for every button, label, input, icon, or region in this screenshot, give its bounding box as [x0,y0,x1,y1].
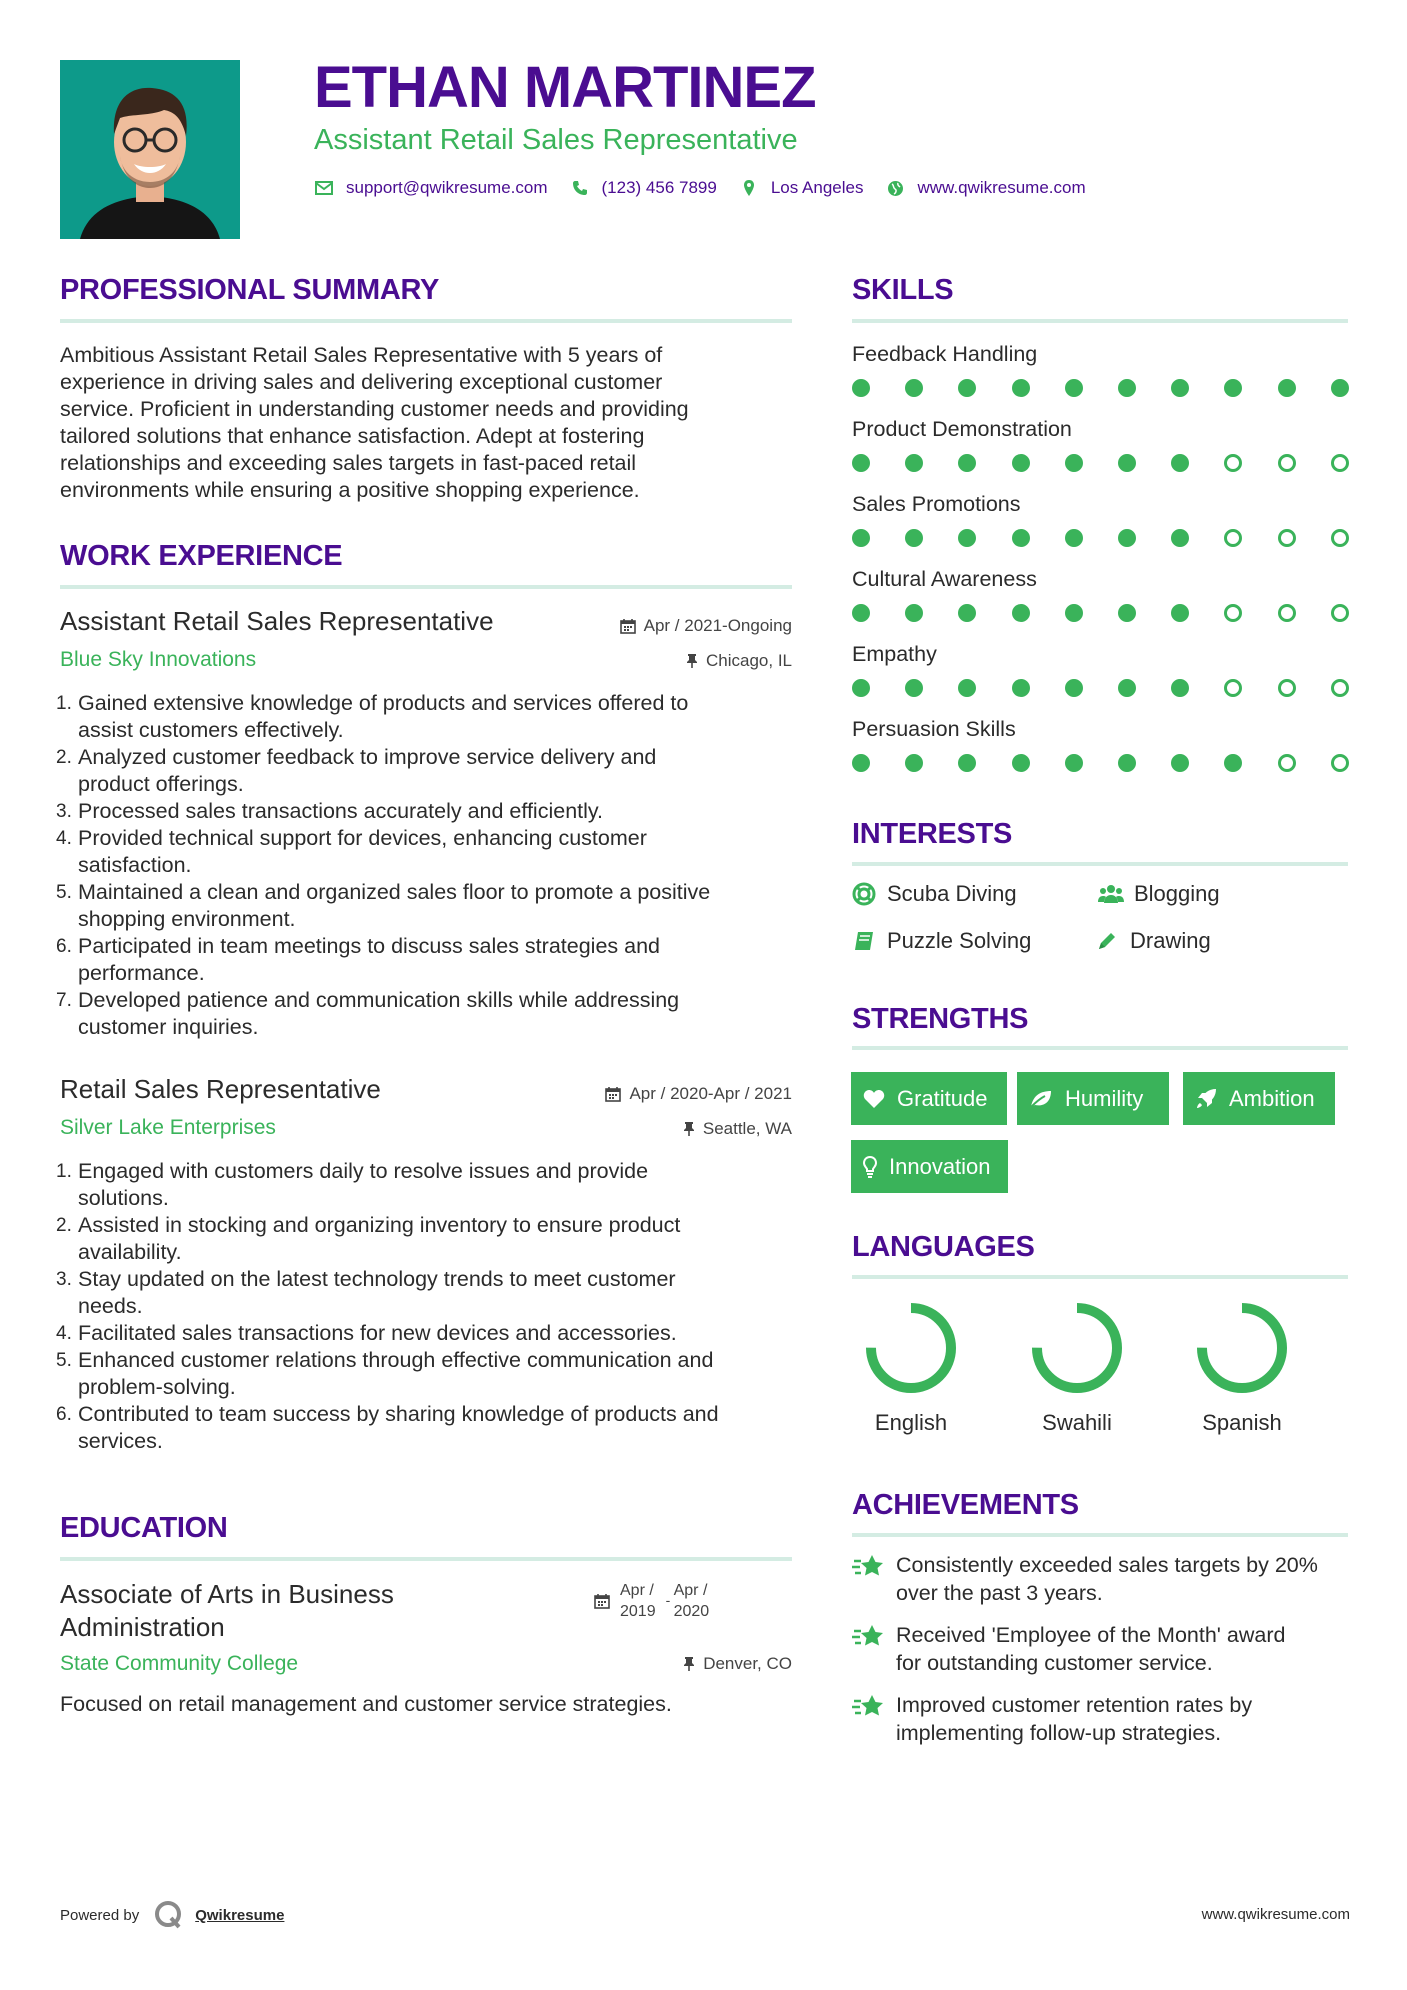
skill-rating [852,454,1348,474]
interest-item: Drawing [1094,928,1211,954]
skill-rating [852,529,1348,549]
list-item: Analyzed customer feedback to improve service delivery and product offerings. [78,745,657,796]
skill-dot-empty [1224,679,1242,697]
job-dates [560,1084,792,1104]
summary-line: experience in driving sales and delivering exceptional customer [60,370,663,394]
skill-dot-filled [958,754,976,772]
candidate-name: ETHAN MARTINEZ [314,55,816,120]
skill-name: Sales Promotions [852,492,1021,516]
language-ring [1194,1300,1290,1396]
skill-dot-filled [1012,529,1030,547]
heart-icon [863,1089,885,1109]
education-location: Denver, CO [560,1654,792,1674]
skill-dot-filled [1118,754,1136,772]
job-title: Assistant Retail Sales Representative [60,606,494,636]
profile-photo [60,60,240,239]
pencil-icon [1094,929,1120,953]
skill-dot-empty [1224,604,1242,622]
qwikresume-logo-icon [153,1900,183,1930]
skill-dot-empty [1331,604,1349,622]
skill-dot-filled [1012,454,1030,472]
job-location [560,1119,792,1139]
email-text: support@qwikresume.com [346,178,548,197]
skill-name: Feedback Handling [852,342,1038,366]
pushpin-icon [683,1656,695,1672]
skill-dot-filled [852,529,870,547]
language-item: Swahili [1012,1300,1142,1436]
skill-rating [852,679,1348,699]
skill-dot-filled [905,604,923,622]
section-title-achievements: ACHIEVEMENTS [852,1489,1079,1521]
phone-icon [570,178,590,198]
website-text: www.qwikresume.com [917,178,1086,197]
list-item: Participated in team meetings to discuss sales strategies and performance. [78,934,660,985]
job-location-text: Chicago, IL [706,651,792,670]
skill-dot-filled [1118,604,1136,622]
skill-dot-filled [905,529,923,547]
skill-dot-filled [1065,454,1083,472]
skill-dot-filled [1224,754,1242,772]
footer-url[interactable]: www.qwikresume.com [1201,1906,1350,1923]
education-description: Focused on retail management and customer service strategies. [60,1692,672,1716]
list-item: Maintained a clean and organized sales floor to promote a positive shopping environment. [78,880,711,931]
section-divider [852,862,1348,866]
skill-dot-filled [958,679,976,697]
summary-line: Ambitious Assistant Retail Sales Representative with 5 years of [60,343,663,367]
skill-dot-filled [1065,604,1083,622]
leaf-icon [1029,1089,1053,1109]
list-item: Developed patience and communication skills while addressing customer inquiries. [78,988,680,1039]
skill-dot-filled [1118,529,1136,547]
footer-powered-by [60,1900,284,1930]
skill-dot-filled [852,754,870,772]
skill-dot-filled [905,679,923,697]
skill-name: Cultural Awareness [852,567,1037,591]
strength-badge: Innovation [851,1140,1008,1193]
brand-link[interactable]: Qwikresume [195,1906,285,1924]
email-contact[interactable] [314,178,548,198]
section-title-interests: INTERESTS [852,818,1013,850]
strength-badge: Humility [1017,1072,1169,1125]
skill-name: Persuasion Skills [852,717,1016,741]
skill-dot-filled [905,754,923,772]
skill-dot-filled [1278,379,1296,397]
skill-name: Product Demonstration [852,417,1072,441]
skill-dot-filled [852,379,870,397]
start-year: 2019 [620,1603,656,1620]
achievement-item: Improved customer retention rates by implementing follow-up strategies. [852,1691,1352,1747]
skill-dot-filled [958,529,976,547]
pushpin-icon [683,1121,695,1137]
skill-dot-filled [1171,454,1189,472]
section-title-skills: SKILLS [852,274,954,306]
section-divider [852,1533,1348,1537]
section-divider [60,1557,792,1561]
start-month: Apr / [620,1582,654,1599]
candidate-role: Assistant Retail Sales Representative [314,124,798,156]
achievement-item: Received 'Employee of the Month' award for outstanding customer service. [852,1621,1352,1677]
skill-dot-filled [958,379,976,397]
skill-dot-empty [1224,529,1242,547]
pushpin-icon [686,653,698,669]
language-ring [863,1300,959,1396]
summary-line: service. Proficient in understanding customer needs and providing [60,397,689,421]
skill-dot-filled [852,604,870,622]
strength-badge: Gratitude [851,1072,1007,1125]
interest-item: Scuba Diving [851,881,1017,907]
skill-dot-filled [958,454,976,472]
skill-dot-filled [1118,379,1136,397]
section-title-strengths: STRENGTHS [852,1003,1029,1035]
list-item: Provided technical support for devices, enhancing customer satisfaction. [78,826,647,877]
trophy-star-icon [852,1693,888,1723]
duty-list [60,690,792,1041]
education-dates: Apr / 2019 - Apr / 2020 [594,1580,709,1622]
contact-bar [314,178,1108,198]
skill-dot-empty [1331,754,1349,772]
book-icon [851,929,877,953]
skill-rating [852,379,1348,399]
skill-dot-filled [905,454,923,472]
section-title-languages: LANGUAGES [852,1231,1035,1263]
calendar-icon [594,1593,610,1609]
users-icon [1098,882,1124,906]
location-text: Los Angeles [770,178,864,197]
interest-item: Puzzle Solving [851,928,1031,954]
website-contact[interactable] [885,178,1085,198]
skill-dot-filled [1118,454,1136,472]
duty-list [60,1158,792,1455]
list-item: Assisted in stocking and organizing inventory to ensure product availability. [78,1213,681,1264]
skill-dot-empty [1331,679,1349,697]
skill-dot-filled [1012,604,1030,622]
job-dates-text: Apr / 2021-Ongoing [643,616,792,635]
list-item: Gained extensive knowledge of products and services offered to assist customers effectively. [78,691,689,742]
section-divider [60,319,792,323]
skill-dot-filled [1331,379,1349,397]
skill-dot-empty [1278,529,1296,547]
skill-dot-empty [1331,529,1349,547]
summary-line: tailored solutions that enhance satisfaction. Adept at fostering [60,424,645,448]
list-item: Engaged with customers daily to resolve issues and provide solutions. [78,1159,649,1210]
job-dates [560,616,792,636]
trophy-star-icon [852,1553,888,1583]
calendar-icon [620,618,636,634]
globe-icon [885,178,905,198]
envelope-icon [314,178,334,198]
skill-rating [852,754,1348,774]
skill-dot-filled [1065,754,1083,772]
skill-rating [852,604,1348,624]
powered-by-label: Powered by [60,1906,140,1924]
skill-dot-filled [852,679,870,697]
language-item: Spanish [1177,1300,1307,1436]
skill-dot-filled [1012,754,1030,772]
skill-dot-empty [1278,754,1296,772]
skill-dot-empty [1331,454,1349,472]
skill-dot-empty [1224,454,1242,472]
phone-text: (123) 456 7899 [601,178,717,197]
list-item: Contributed to team success by sharing knowledge of products and services. [78,1402,719,1453]
summary-line: environments while ensuring a positive shopping experience. [60,478,640,502]
trophy-star-icon [852,1623,888,1653]
summary-line: relationships and exceeding sales targets in fast-paced retail [60,451,637,475]
skill-dot-empty [1278,454,1296,472]
map-pin-icon [739,178,759,198]
skill-dot-filled [1171,754,1189,772]
company-name: Silver Lake Enterprises [60,1116,276,1139]
skill-name: Empathy [852,642,937,666]
skill-dot-filled [1224,379,1242,397]
list-item: Enhanced customer relations through effective communication and problem-solving. [78,1348,714,1399]
phone-contact[interactable] [570,178,717,198]
list-item: Facilitated sales transactions for new devices and accessories. [78,1321,677,1345]
calendar-icon [605,1086,621,1102]
job-dates-text: Apr / 2020-Apr / 2021 [629,1084,792,1103]
end-year: 2020 [673,1603,710,1620]
skill-dot-filled [1171,379,1189,397]
section-title-education: EDUCATION [60,1512,228,1544]
list-item: Processed sales transactions accurately and efficiently. [78,799,604,823]
rocket-icon [1195,1088,1217,1110]
section-divider [852,319,1348,323]
section-divider [852,1275,1348,1279]
section-divider [852,1046,1348,1050]
end-month: Apr / [673,1582,708,1599]
skill-dot-filled [1012,379,1030,397]
lifebuoy-icon [851,882,877,906]
location-contact [739,178,864,198]
skill-dot-empty [1278,604,1296,622]
skill-dot-filled [1065,679,1083,697]
achievement-item: Consistently exceeded sales targets by 20% over the past 3 years. [852,1551,1352,1607]
job-location-text: Seattle, WA [702,1119,792,1138]
skill-dot-filled [1118,679,1136,697]
job-title: Retail Sales Representative [60,1074,381,1104]
skill-dot-filled [1065,379,1083,397]
school-name: State Community College [60,1652,299,1675]
list-item: Stay updated on the latest technology trends to meet customer needs. [78,1267,676,1318]
degree-title: Associate of Arts in Business Administration [60,1579,394,1642]
summary-text [60,342,792,504]
skill-dot-filled [1171,679,1189,697]
skill-dot-empty [1278,679,1296,697]
interest-item: Blogging [1098,881,1220,907]
skill-dot-filled [1012,679,1030,697]
language-item: English [846,1300,976,1436]
strength-badge: Ambition [1183,1072,1335,1125]
lightbulb-icon [863,1156,877,1178]
section-divider [60,585,792,589]
job-location [560,651,792,671]
section-title-experience: WORK EXPERIENCE [60,540,343,572]
skill-dot-filled [905,379,923,397]
skill-dot-filled [1171,604,1189,622]
skill-dot-filled [1171,529,1189,547]
skill-dot-filled [852,454,870,472]
skill-dot-filled [958,604,976,622]
language-ring [1029,1300,1125,1396]
section-title-summary: PROFESSIONAL SUMMARY [60,274,440,306]
company-name: Blue Sky Innovations [60,648,257,671]
skill-dot-filled [1065,529,1083,547]
